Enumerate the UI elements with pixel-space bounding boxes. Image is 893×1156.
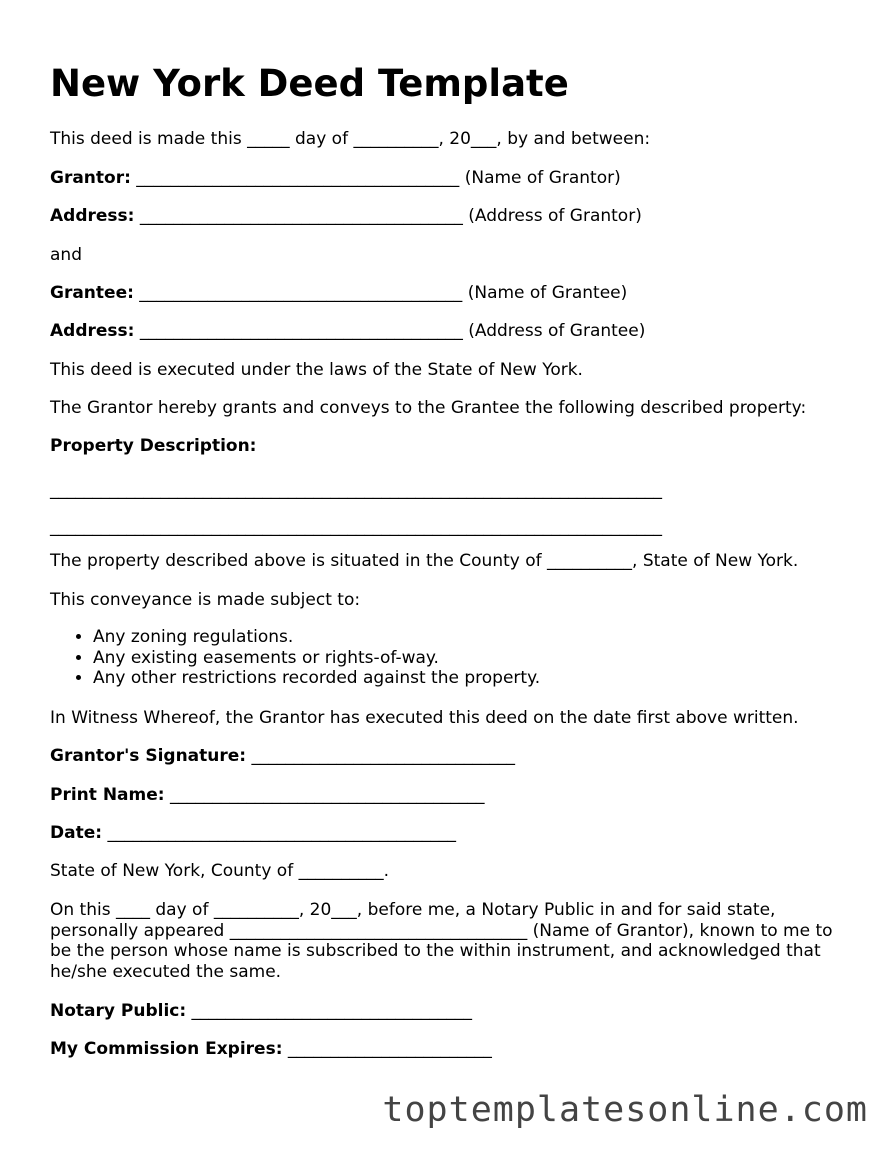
date-field: _________________________________________ xyxy=(102,823,456,843)
grantor-line xyxy=(50,167,621,189)
signature-field: _______________________________ xyxy=(246,746,516,766)
watermark: toptemplatesonline.com xyxy=(382,1090,868,1130)
subject-to-text: This conveyance is made subject to: xyxy=(50,590,361,610)
commission-label: My Commission Expires: xyxy=(50,1039,283,1059)
grantor-address-field: ______________________________________ (Address of Grantor) xyxy=(134,206,642,226)
signature-line xyxy=(50,745,515,767)
county-text: The property described above is situated in the County of __________, State of New York. xyxy=(50,551,799,571)
grantor-label: Grantor: xyxy=(50,168,131,188)
date-line xyxy=(50,822,456,844)
grantee-line xyxy=(50,282,627,304)
print-name-label: Print Name: xyxy=(50,785,165,805)
date-label: Date: xyxy=(50,823,103,843)
intro-line: This deed is made this _____ day of __________, 20___, by and between: xyxy=(50,129,651,149)
grantee-address-line xyxy=(50,320,645,342)
grants-text: The Grantor hereby grants and conveys to the Grantee the following described property: xyxy=(50,398,807,418)
grantee-address-label: Address: xyxy=(50,321,135,341)
notary-line xyxy=(50,1000,472,1022)
witness-text: In Witness Whereof, the Grantor has executed this deed on the date first above written. xyxy=(50,708,799,728)
property-description-heading: Property Description: xyxy=(50,436,257,456)
page-title: New York Deed Template xyxy=(50,62,569,105)
list-item: • Any existing easements or rights-of-way. xyxy=(93,648,540,669)
acknowledgment-text: On this ____ day of __________, 20___, before me, a Notary Public in and for said state, personally appeared ___________________________________ (Name of Grantor), known to me to be the person whose name is subscribed to the within instrument, and acknowledged that he/she executed the same. xyxy=(50,900,833,982)
print-name-line xyxy=(50,784,484,806)
state-county-text: State of New York, County of __________. xyxy=(50,861,389,881)
grantee-field: ______________________________________ (Name of Grantee) xyxy=(133,283,628,303)
print-name-field: _____________________________________ xyxy=(164,785,485,805)
commission-line xyxy=(50,1038,492,1060)
laws-text: This deed is executed under the laws of the State of New York. xyxy=(50,360,583,380)
notary-field: _________________________________ xyxy=(186,1001,473,1021)
grantee-address-field: ______________________________________ (Address of Grantee) xyxy=(134,321,646,341)
conditions-list xyxy=(50,627,540,689)
signature-label: Grantor's Signature: xyxy=(50,746,247,766)
grantor-field: ______________________________________ (Name of Grantor) xyxy=(130,168,621,188)
and-text: and xyxy=(50,245,82,265)
property-description-line-2: ________________________________________________________________________ xyxy=(50,517,662,537)
grantee-label: Grantee: xyxy=(50,283,134,303)
list-item: • Any other restrictions recorded against the property. xyxy=(93,668,540,689)
grantor-address-line xyxy=(50,205,642,227)
grantor-address-label: Address: xyxy=(50,206,135,226)
list-item: • Any zoning regulations. xyxy=(93,627,540,648)
commission-field: ________________________ xyxy=(282,1039,492,1059)
notary-label: Notary Public: xyxy=(50,1001,187,1021)
property-description-line-1: ________________________________________________________________________ xyxy=(50,480,662,500)
